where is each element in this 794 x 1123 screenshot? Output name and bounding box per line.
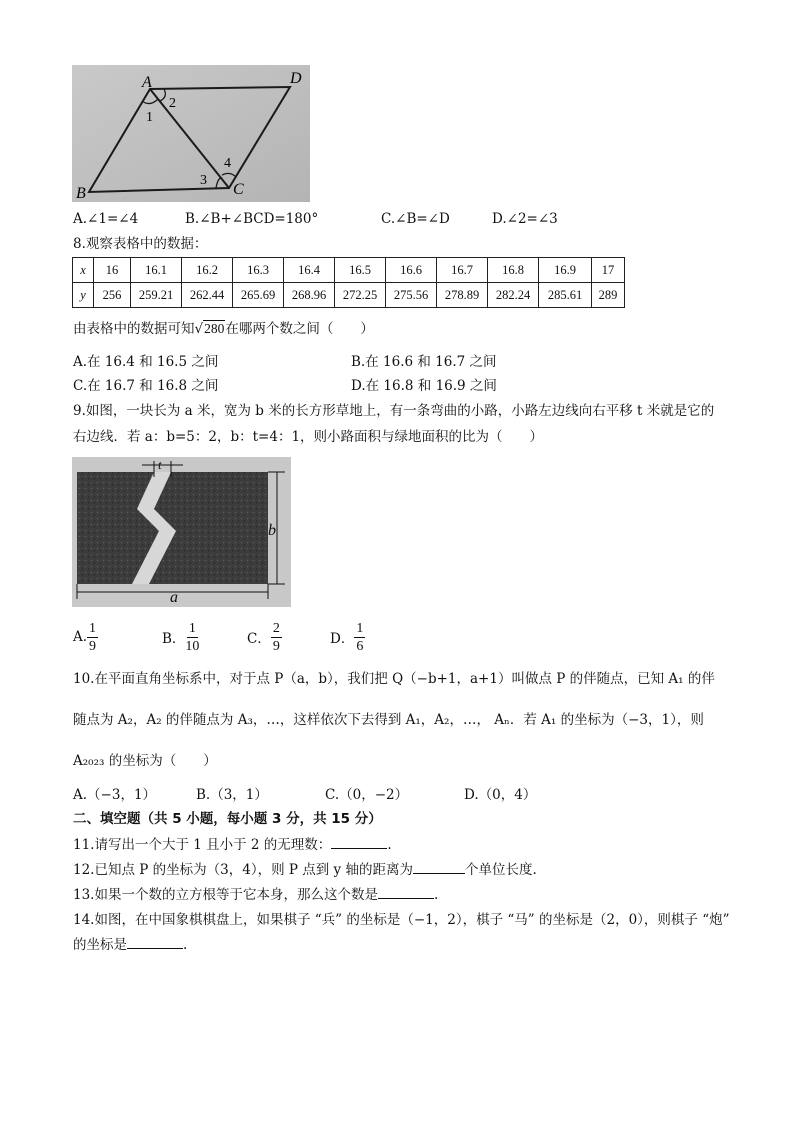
q9-option-d[interactable] <box>330 618 365 656</box>
sqrt-symbol: √ <box>194 321 204 337</box>
table-cell: 16.2 <box>182 258 233 283</box>
q9-option-a-letter: A. <box>73 629 88 645</box>
table-cell: 16.8 <box>488 258 539 283</box>
q8-question-post: 在哪两个数之间（ ） <box>225 321 374 337</box>
table-cell: 278.89 <box>437 283 488 308</box>
q7-option-a[interactable] <box>73 210 138 228</box>
q10-option-c[interactable] <box>325 786 408 804</box>
table-cell: 16.5 <box>335 258 386 283</box>
q11-period: . <box>387 837 392 853</box>
q10-option-a[interactable] <box>73 786 156 804</box>
q10-stem-line2: 随点为 A₂，A₂ 的伴随点为 A₃，…，这样依次下去得到 A₁，A₂，…， Aₙ．若 A₁ 的坐标为（−3，1），则 <box>73 712 704 728</box>
q9-option-b[interactable] <box>162 618 199 656</box>
q7-option-a-text: ∠1=∠4 <box>87 211 139 227</box>
q12-answer-blank[interactable] <box>413 861 465 874</box>
q9-option-c-letter: C． <box>247 631 271 647</box>
q7-option-a-letter: A. <box>73 211 88 227</box>
q12-text: 12.已知点 P 的坐标为（3，4），则 P 点到 y 轴的距离为 <box>73 862 413 878</box>
q8-option-b[interactable] <box>351 353 497 371</box>
angle-4-label: 4 <box>224 156 231 171</box>
table-cell: 16.4 <box>284 258 335 283</box>
q10-option-b-text: （3，1） <box>210 787 268 803</box>
table-row-y <box>73 283 625 308</box>
q10-option-b-letter: B. <box>196 787 211 803</box>
q12 <box>73 861 537 879</box>
q11-answer-blank[interactable] <box>331 836 387 849</box>
table-header-y: y <box>73 283 94 308</box>
table-cell: 16 <box>94 258 131 283</box>
angle-3-label: 3 <box>200 173 207 188</box>
q8-option-d[interactable] <box>351 377 497 395</box>
q13-period: . <box>433 887 439 903</box>
fraction-denominator: 6 <box>356 638 364 654</box>
vertex-b-label: B <box>76 185 86 202</box>
q8-option-d-text: 在 16.8 和 16.9 之间 <box>365 378 497 394</box>
table-cell: 275.56 <box>386 283 437 308</box>
fraction-numerator: 1 <box>89 620 97 636</box>
q8-stem: 8.观察表格中的数据： <box>73 236 208 252</box>
q8-option-a-text: 在 16.4 和 16.5 之间 <box>87 354 219 370</box>
q8-option-b-text: 在 16.6 和 16.7 之间 <box>365 354 497 370</box>
table-cell: 272.25 <box>335 283 386 308</box>
q10-stem-line1: 10.在平面直角坐标系中，对于点 P（a，b），我们把 Q（−b+1，a+1）叫做点 P 的伴随点，已知 A₁ 的伴 <box>73 671 715 687</box>
table-cell: 289 <box>592 283 625 308</box>
q9-figure <box>72 457 291 607</box>
q10-option-b[interactable] <box>196 786 268 804</box>
table-cell: 256 <box>94 283 131 308</box>
table-cell: 262.44 <box>182 283 233 308</box>
table-cell: 16.7 <box>437 258 488 283</box>
q7-figure <box>72 65 310 202</box>
fraction-numerator: 2 <box>272 620 280 636</box>
q8-question <box>73 320 374 338</box>
q13-text: 13.如果一个数的立方根等于它本身，那么这个数是 <box>73 887 378 903</box>
fraction-denominator: 10 <box>185 638 200 654</box>
q7-option-c-letter: C. <box>381 211 396 227</box>
table-cell: 282.24 <box>488 283 539 308</box>
table-cell: 285.61 <box>539 283 592 308</box>
q7-option-d-text: ∠2=∠3 <box>506 211 558 227</box>
q13 <box>73 886 438 904</box>
q7-option-b[interactable] <box>185 210 318 228</box>
sqrt-radicand: 280 <box>204 321 225 336</box>
q8-option-a-letter: A. <box>73 354 88 370</box>
table-cell: 16.1 <box>131 258 182 283</box>
q10-option-a-text: （−3，1） <box>87 787 157 803</box>
fraction-numerator: 1 <box>188 620 196 636</box>
q13-answer-blank[interactable] <box>378 886 434 899</box>
q7-option-d[interactable] <box>492 210 558 228</box>
q10-option-d[interactable] <box>464 786 536 804</box>
dimension-a-label: a <box>170 589 178 606</box>
angle-2-label: 2 <box>169 96 176 111</box>
table-cell: 259.21 <box>131 283 182 308</box>
table-cell: 16.6 <box>386 258 437 283</box>
table-header-x: x <box>73 258 94 283</box>
q14-text: 的坐标是 <box>73 937 127 953</box>
q9-stem-line2: 右边线．若 a：b=5：2，b：t=4：1，则小路面积与绿地面积的比为（ ） <box>73 429 544 445</box>
q9-option-b-letter: B． <box>162 631 186 647</box>
q9-option-d-letter: D． <box>330 631 355 647</box>
q10-option-c-letter: C. <box>325 787 340 803</box>
q7-option-d-letter: D. <box>492 211 507 227</box>
table-cell: 16.9 <box>539 258 592 283</box>
q8-option-c-letter: C. <box>73 378 88 394</box>
q10-option-d-text: （0，4） <box>478 787 537 803</box>
vertex-d-label: D <box>290 70 302 87</box>
section-heading-fill-in: 二、填空题（共 5 小题，每小题 3 分，共 15 分） <box>73 811 382 827</box>
q8-question-pre: 由表格中的数据可知 <box>73 321 195 337</box>
q9-option-a[interactable] <box>73 618 98 656</box>
fraction-numerator: 1 <box>356 620 364 636</box>
q9-option-c-fraction <box>271 621 282 654</box>
q10-option-d-letter: D. <box>464 787 479 803</box>
q9-option-a-fraction <box>87 621 98 654</box>
q8-option-d-letter: D. <box>351 378 366 394</box>
dimension-t-label: t <box>158 457 162 472</box>
angle-1-label: 1 <box>146 110 153 125</box>
q10-option-c-text: （0，−2） <box>339 787 409 803</box>
vertex-c-label: C <box>233 181 244 198</box>
q8-option-a[interactable] <box>73 353 218 371</box>
q8-data-table <box>72 257 625 308</box>
fraction-denominator: 9 <box>272 638 280 654</box>
q14-stem-line1: 14.如图，在中国象棋棋盘上，如果棋子 “兵” 的坐标是（−1，2），棋子 “马” 的坐标是（2，0），则棋子 “炮” <box>73 912 730 928</box>
q7-option-c-text: ∠B=∠D <box>395 211 450 227</box>
table-cell: 265.69 <box>233 283 284 308</box>
dimension-b-label: b <box>268 522 276 539</box>
q12-text-post: 个单位长度. <box>464 862 537 878</box>
q9-option-d-fraction <box>354 621 365 654</box>
q7-option-b-text: ∠B+∠BCD=180° <box>199 211 319 227</box>
table-row-x <box>73 258 625 283</box>
q11-text: 11.请写出一个大于 1 且小于 2 的无理数： <box>73 837 332 853</box>
q8-option-c[interactable] <box>73 377 218 395</box>
q14-answer-blank[interactable] <box>127 936 183 949</box>
q10-stem-line3: A₂₀₂₃ 的坐标为（ ） <box>73 753 217 769</box>
q11 <box>73 836 392 854</box>
q14-stem-line2 <box>73 936 187 954</box>
q9-option-b-fraction <box>185 621 199 654</box>
table-cell: 16.3 <box>233 258 284 283</box>
q7-option-c[interactable] <box>381 210 450 228</box>
q7-option-b-letter: B. <box>185 211 200 227</box>
q8-option-c-text: 在 16.7 和 16.8 之间 <box>87 378 219 394</box>
table-cell: 268.96 <box>284 283 335 308</box>
table-cell: 17 <box>592 258 625 283</box>
q10-option-a-letter: A. <box>73 787 88 803</box>
q9-option-c[interactable] <box>247 618 282 656</box>
vertex-a-label: A <box>142 74 152 91</box>
q14-period: . <box>183 937 188 953</box>
q8-option-b-letter: B. <box>351 354 366 370</box>
fraction-denominator: 9 <box>89 638 97 654</box>
q9-stem-line1: 9.如图，一块长为 a 米，宽为 b 米的长方形草地上，有一条弯曲的小路，小路左边线向右平移 t 米就是它的 <box>73 403 715 419</box>
